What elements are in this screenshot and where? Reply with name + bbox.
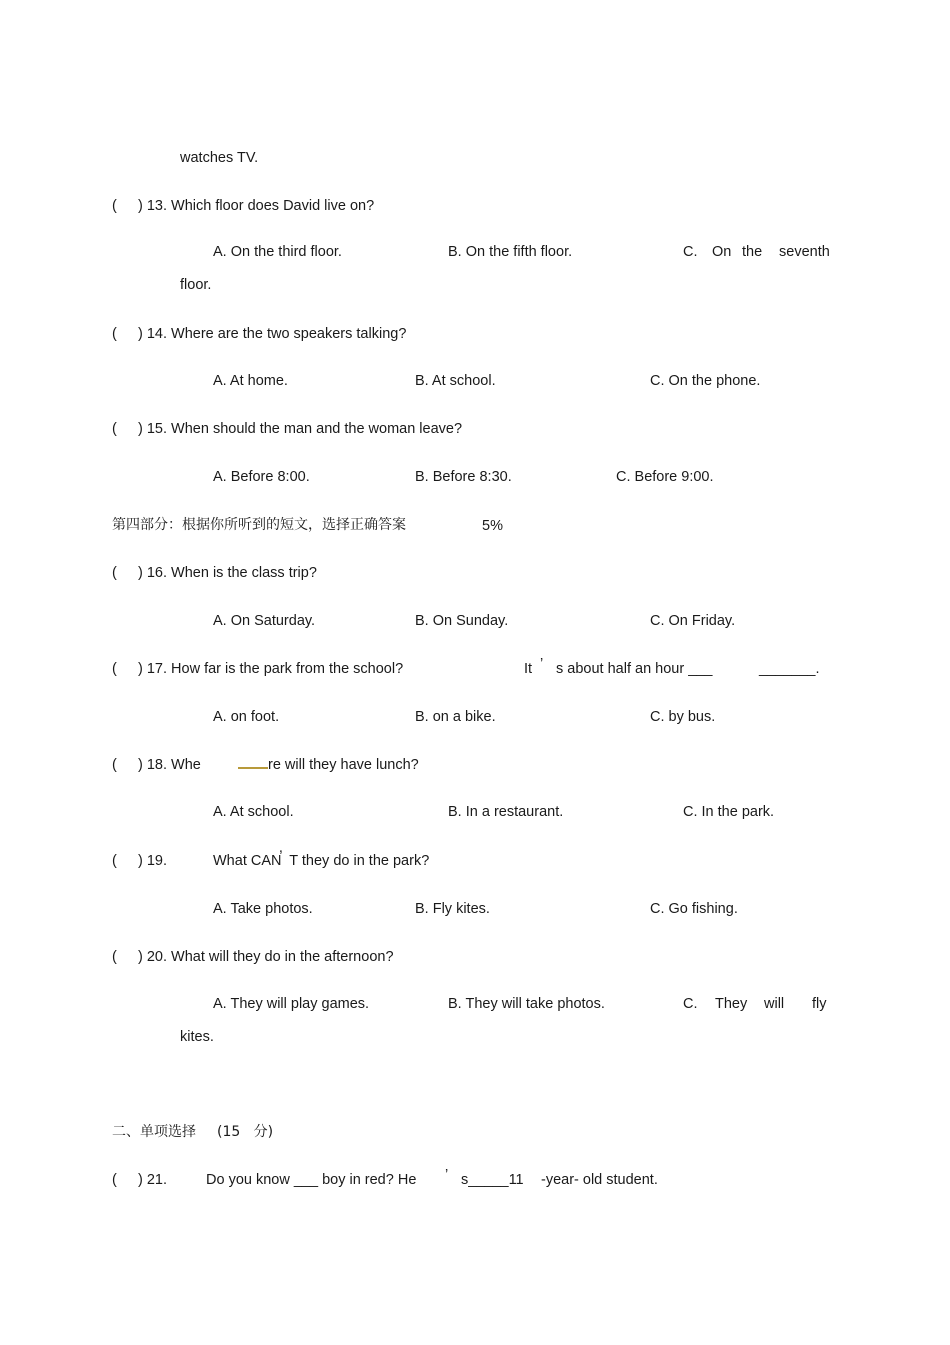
option-c-word: seventh — [779, 244, 830, 260]
option-a: A. On Saturday. — [213, 613, 316, 629]
section2-heading: 二、单项选择 — [112, 1124, 196, 1140]
answer-paren: ( — [112, 421, 117, 437]
question-20: ) 20. What will they do in the afternoon? — [138, 949, 394, 965]
question-21-number: ) 21. — [138, 1172, 168, 1188]
option-a: A. Before 8:00. — [213, 469, 310, 485]
option-c: C. In the park. — [683, 804, 775, 820]
option-c-word: On — [712, 244, 732, 260]
q17-apostrophe: ’ — [540, 656, 544, 672]
q12-continuation: watches TV. — [180, 150, 259, 166]
option-c-wrap: floor. — [180, 277, 212, 293]
option-b: B. Fly kites. — [415, 901, 490, 917]
question-21-part: -year- old student. — [541, 1172, 658, 1188]
answer-paren: ( — [112, 326, 117, 342]
option-c: C. On the phone. — [650, 373, 761, 389]
q17-answer-text: It — [524, 661, 533, 677]
option-c-word: They — [715, 996, 748, 1012]
option-c: C. On Friday. — [650, 613, 736, 629]
option-a: A. At home. — [213, 373, 288, 389]
option-b: B. On Sunday. — [415, 613, 509, 629]
option-c: C. by bus. — [650, 709, 716, 725]
option-c-label: C. — [683, 244, 698, 260]
section2-score: (15 分) — [217, 1124, 274, 1140]
answer-paren: ( — [112, 949, 117, 965]
option-c-word: the — [742, 244, 763, 260]
highlight-underline — [238, 767, 268, 769]
part4-score: 5% — [482, 518, 503, 534]
option-b: B. on a bike. — [415, 709, 496, 725]
option-c-label: C. — [683, 996, 698, 1012]
question-15: ) 15. When should the man and the woman leave? — [138, 421, 463, 437]
option-b: B. At school. — [415, 373, 496, 389]
option-b: B. On the fifth floor. — [448, 244, 573, 260]
option-a: A. At school. — [213, 804, 294, 820]
option-b: B. They will take photos. — [448, 996, 605, 1012]
question-18-part: ) 18. Whe — [138, 757, 201, 773]
q17-answer-blank: _______. — [759, 661, 820, 677]
question-16: ) 16. When is the class trip? — [138, 565, 317, 581]
part4-heading: 第四部分：根据你所听到的短文，选择正确答案 — [112, 517, 406, 533]
answer-paren: ( — [112, 661, 117, 677]
question-13: ) 13. Which floor does David live on? — [138, 198, 375, 214]
question-21-part: Do you know ___ boy in red? He — [206, 1172, 417, 1188]
q21-apostrophe: ’ — [445, 1167, 449, 1183]
option-b: B. Before 8:30. — [415, 469, 512, 485]
answer-paren: ( — [112, 853, 117, 869]
option-a: A. on foot. — [213, 709, 280, 725]
option-a: A. They will play games. — [213, 996, 370, 1012]
question-18-part: re will they have lunch? — [268, 757, 419, 773]
answer-paren: ( — [112, 757, 117, 773]
option-c-word: fly — [812, 996, 827, 1012]
option-b: B. In a restaurant. — [448, 804, 564, 820]
option-c: C. Go fishing. — [650, 901, 738, 917]
answer-paren: ( — [112, 1172, 117, 1188]
question-19: What CAN̕ T they do in the park? — [213, 853, 430, 869]
question-17: ) 17. How far is the park from the school? — [138, 661, 404, 677]
option-c-wrap: kites. — [180, 1029, 214, 1045]
option-a: A. Take photos. — [213, 901, 313, 917]
question-14: ) 14. Where are the two speakers talking? — [138, 326, 407, 342]
answer-paren: ( — [112, 565, 117, 581]
question-19-number: ) 19. — [138, 853, 168, 869]
q17-answer-text: s about half an hour ___ — [556, 661, 713, 677]
option-a: A. On the third floor. — [213, 244, 342, 260]
question-21-part: s_____11 — [461, 1172, 524, 1188]
option-c: C. Before 9:00. — [616, 469, 714, 485]
option-c-word: will — [764, 996, 785, 1012]
answer-paren: ( — [112, 198, 117, 214]
